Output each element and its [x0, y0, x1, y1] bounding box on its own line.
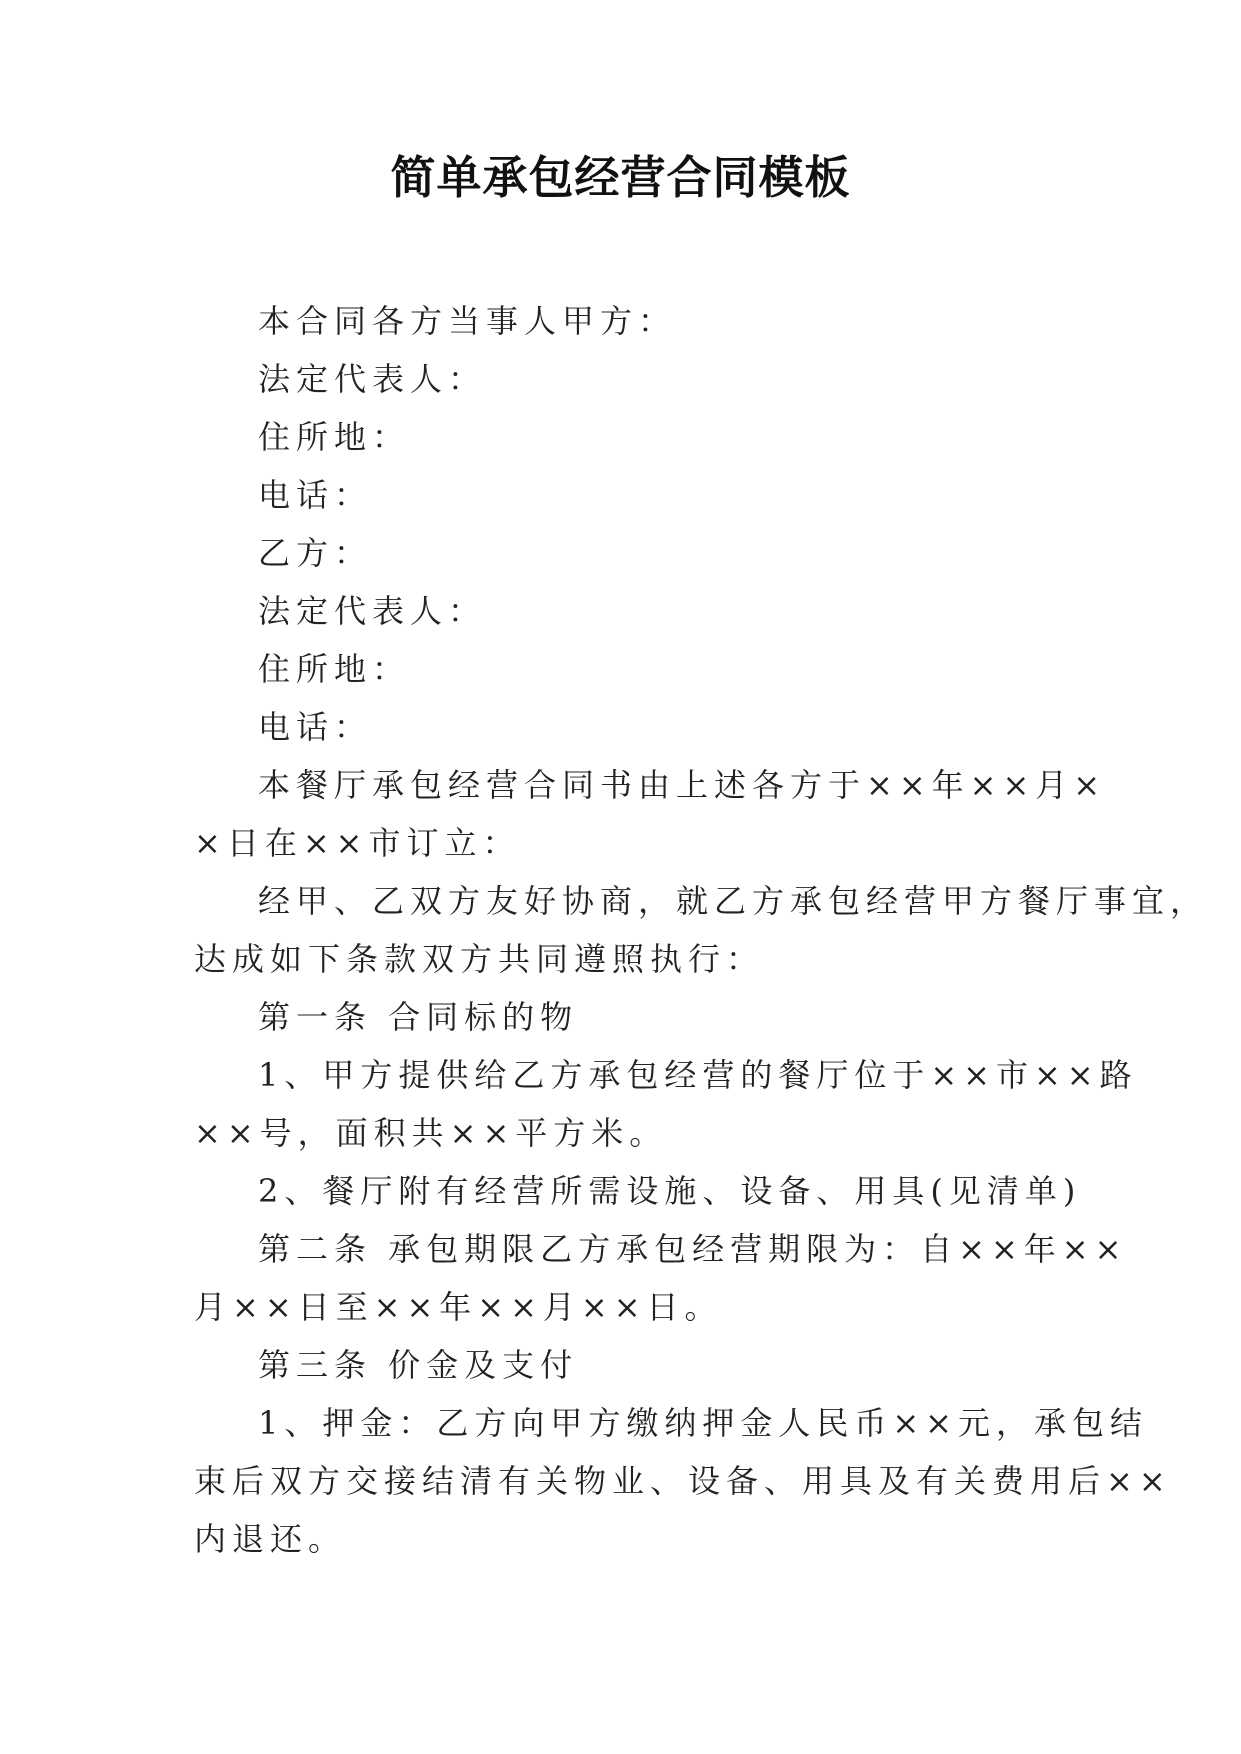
- text-line: 法定代表人：: [258, 360, 487, 398]
- text-line: ××号，面积共××平方米。: [194, 1114, 668, 1152]
- text-line: 达成如下条款双方共同遵照执行：: [194, 940, 765, 978]
- text-line: 经甲、乙双方友好协商，就乙方承包经营甲方餐厅事宜，: [258, 882, 1209, 920]
- text-line: 住所地：: [258, 418, 411, 456]
- document-body: [194, 292, 1209, 1568]
- text-line: 1、押金：乙方向甲方缴纳押金人民币××元，承包结: [258, 1404, 1148, 1442]
- text-line: 电话：: [258, 476, 373, 514]
- text-line: 束后双方交接结清有关物业、设备、用具及有关费用后××: [194, 1462, 1172, 1500]
- text-line: 第一条 合同标的物: [258, 998, 579, 1036]
- text-line: ×日在××市订立：: [194, 824, 521, 862]
- text-line: 住所地：: [258, 650, 411, 688]
- text-line: 本合同各方当事人甲方：: [258, 302, 677, 340]
- text-line: 第二条 承包期限乙方承包经营期限为：自××年××: [258, 1230, 1128, 1268]
- text-line: 本餐厅承包经营合同书由上述各方于××年××月×: [258, 766, 1107, 804]
- document-title: 简单承包经营合同模板: [390, 151, 851, 204]
- text-line: 内退还。: [194, 1520, 347, 1558]
- text-line: 电话：: [258, 708, 373, 746]
- text-line: 月××日至××年××月××日。: [194, 1288, 723, 1326]
- text-line: 2、餐厅附有经营所需设施、设备、用具(见清单): [258, 1172, 1082, 1210]
- text-line: 乙方：: [258, 534, 373, 572]
- text-line: 第三条 价金及支付: [258, 1346, 579, 1384]
- text-line: 1、甲方提供给乙方承包经营的餐厅位于××市××路: [258, 1056, 1138, 1094]
- text-line: 法定代表人：: [258, 592, 487, 630]
